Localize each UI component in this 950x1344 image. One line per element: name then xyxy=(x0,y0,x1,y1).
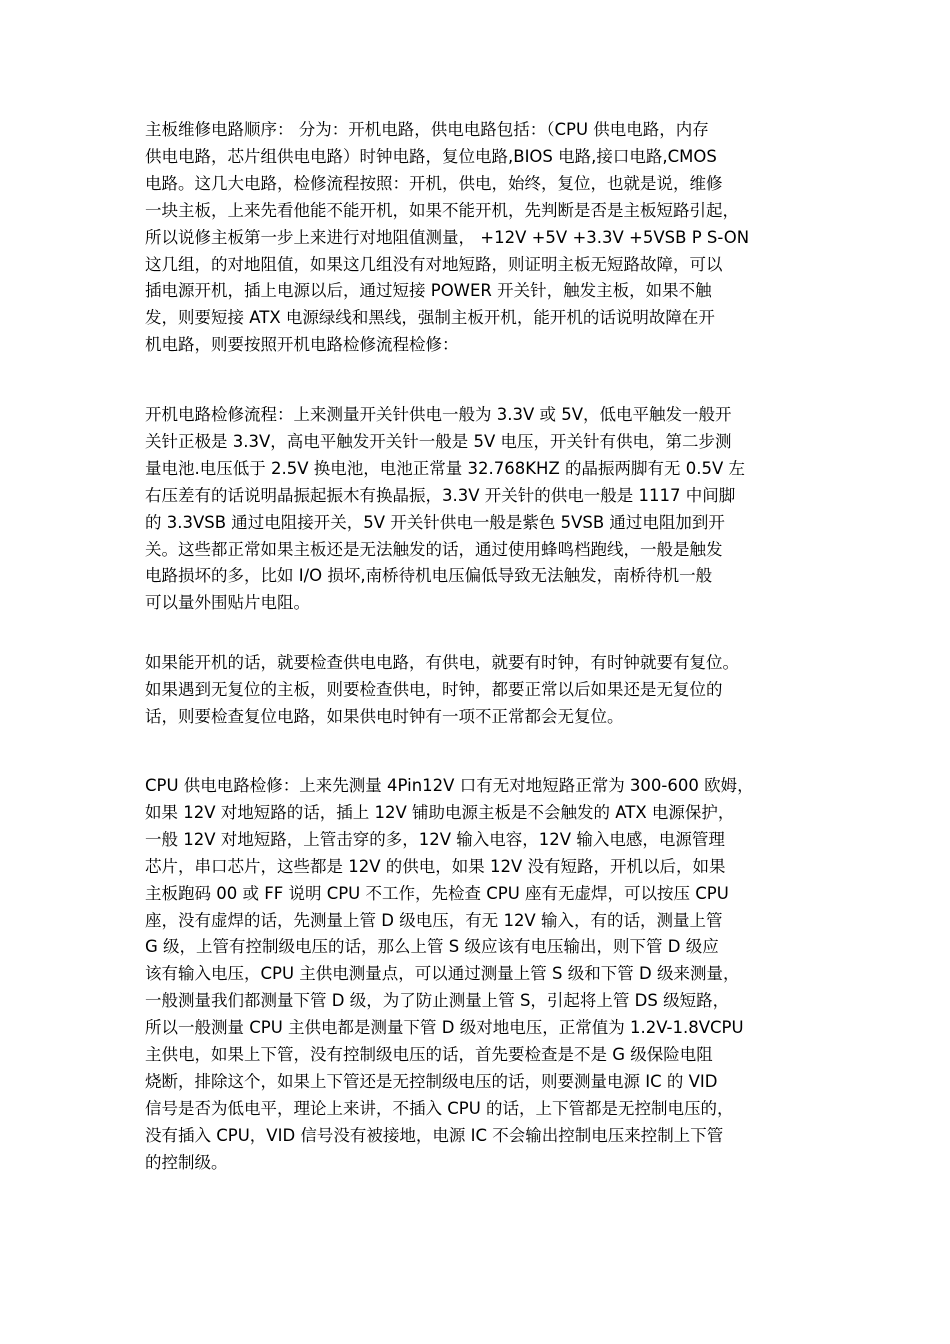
paragraph-reset-check: 如果能开机的话，就要检查供电电路，有供电，就要有时钟，有时钟就要有复位。 如果遇到无复位的主板，则要检查供电，时钟，都要正常以后如果还是无复位的 话，则要检查复位电路，如果供电时钟有一项不正常都会无复位。 xyxy=(145,653,739,726)
paragraph-repair-order: 主板维修电路顺序： 分为：开机电路，供电电路包括：（CPU 供电电路，内存 供电电路，芯片组供电电路）时钟电路，复位电路,BIOS 电路,接口电路,CMOS 电路。这几大电路，检修流程按照：开机，供电，始终，复位，也就是说，维修 一块主板，上来先看他能不能开机，如果不能开机，先判断是否是主板短路引起， 所以说修主板第一步上来进行对地阻值测量， +12V +5V +3.3V +5VSB P S-ON 这几组，的对地阻值，如果这几组没有对地短路，则证明主板无短路故障，可以 插电源开机，插上电源以后，通过短接 POWER 开关针，触发主板，如果不触 发，则要短接 ATX 电源绿线和黑线，强制主板开机，能开机的话说明故障在开 机电路，则要按照开机电路检修流程检修： xyxy=(145,120,750,355)
paragraph-power-on-circuit: 开机电路检修流程：上来测量开关针供电一般为 3.3V 或 5V，低电平触发一般开 关针正极是 3.3V，高电平触发开关针一般是 5V 电压，开关针有供电，第二步测 量电池.电压低于 2.5V 换电池，电池正常量 32.768KHZ 的晶振两脚有无 0.5V 左 右压差有的话说明晶振起振木有换晶振，3.3V 开关针的供电一般是 1117 中间脚 的 3.3VSB 通过电阻接开关，5V 开关针供电一般是紫色 5VSB 通过电阻加到开 关。这些都正常如果主板还是无法触发的话，通过使用蜂鸣档跑线，一般是触发 电路损坏的多，比如 I/O 损坏,南桥待机电压偏低导致无法触发，南桥待机一般 可以量外围贴片电阻。 xyxy=(145,405,746,613)
paragraph-cpu-power-circuit: CPU 供电电路检修：上来先测量 4Pin12V 口有无对地短路正常为 300-600 欧姆， 如果 12V 对地短路的话，插上 12V 铺助电源主板是不会触发的 ATX 电源保护， 一般 12V 对地短路，上管击穿的多，12V 输入电容，12V 输入电感，电源管理 芯片，串口芯片，这些都是 12V 的供电，如果 12V 没有短路，开机以后，如果 主板跑码 00 或 FF 说明 CPU 不工作，先检查 CPU 座有无虚焊，可以按压 CPU 座，没有虚焊的话，先测量上管 D 级电压，有无 12V 输入，有的话，测量上管 G 级，上管有控制级电压的话，那么上管 S 级应该有电压输出，则下管 D 级应 该有输入电压，CPU 主供电测量点，可以通过测量上管 S 级和下管 D 级来测量， 一般测量我们都测量下管 D 级，为了防止测量上管 S，引起将上管 DS 级短路， 所以一般测量 CPU 主供电都是测量下管 D 级对地电压，正常值为 1.2V-1.8VCPU 主供电，如果上下管，没有控制级电压的话，首先要检查是不是 G 级保险电阻 烧断，排除这个，如果上下管还是无控制级电压的话，则要测量电源 IC 的 VID 信号是否为低电平，理论上来讲，不插入 CPU 的话，上下管都是无控制电压的， 没有插入 CPU，VID 信号没有被接地，电源 IC 不会输出控制电压来控制上下管 的控制级。 xyxy=(145,776,754,1172)
